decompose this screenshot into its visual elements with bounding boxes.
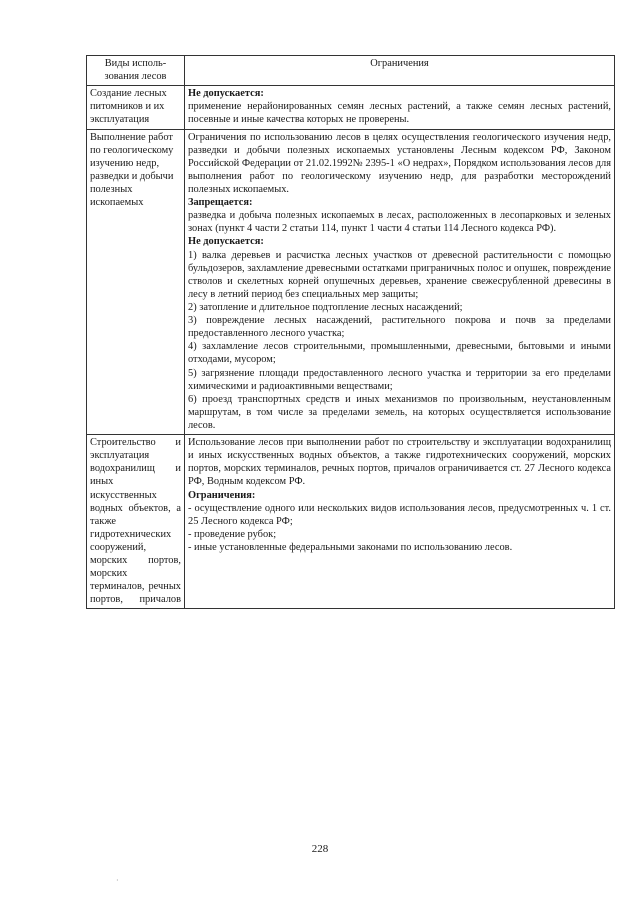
- restriction-text: Ограничения по использованию лесов в целях осуществления геологического изучения недр, разведки и добычи полезных ископаемых установлены Лесным кодексом РФ, Законом Российской Федерации от 21.02.1992№ 2395-1 «О недрах», Порядком использования лесов для выполнения работ по геологическому изучению недр, для разработки месторождений полезных ископаемых.: [188, 131, 611, 195]
- restriction-item: 2) затопление и длительное подтопление лесных насаждений;: [188, 301, 463, 313]
- restrictions-cell: [185, 86, 615, 129]
- restriction-heading: Не допускается:: [188, 88, 264, 100]
- restriction-text: применение нерайонированных семян лесных растений, а также семян лесных растений, посевные и иные качества которых не проверены.: [188, 101, 611, 126]
- restriction-item: 1) валка деревьев и расчистка лесных участков от древесной растительности с помощью бульдозеров, захламление древесными остатками приграничных полос и опушек, повреждение стволов и скелетных корней опушечных деревьев, хранение свежесрубленной древесины в лесу в летний период без специальных мер защиты;: [188, 249, 611, 300]
- restriction-item: 5) загрязнение площади предоставленного лесного участка и территории за его пределами химическими и радиоактивными веществами;: [188, 367, 611, 392]
- scan-speck: ·: [116, 876, 119, 885]
- restriction-heading: Запрещается:: [188, 197, 253, 209]
- restriction-text: Использование лесов при выполнении работ по строительству и эксплуатации водохранилищ и иных искусственных водных объектов, а также гидротехнических сооружений, морских портов, морских терминалов, речных портов, причалов ограничивается ст. 27 Лесного кодекса РФ, Водным кодексом РФ.: [188, 437, 611, 488]
- table-row: [87, 129, 615, 435]
- restriction-item: - осуществление одного или нескольких видов использования лесов, предусмотренных ч. 1 ст. 25 Лесного кодекса РФ;: [188, 502, 611, 527]
- restriction-text: разведка и добыча полезных ископаемых в лесах, расположенных в лесопарковых и зеленых зонах (пункт 4 части 2 статьи 114, пункт 1 части 4 статьи 114 Лесного кодекса РФ).: [188, 210, 611, 235]
- header-restrictions: Ограничения: [185, 56, 615, 86]
- restriction-item: 6) проезд транспортных средств и иных механизмов по произвольным, неустановленным маршрутам, в том числе за пределами земель, на которых осуществляется использование лесов.: [188, 393, 611, 431]
- page-number: 228: [311, 843, 329, 855]
- restrictions-cell: [185, 129, 615, 435]
- restriction-item: 4) захламление лесов строительными, промышленными, древесными, бытовыми и иными отходами, мусором;: [188, 341, 611, 366]
- header-kinds-of-use: Виды исполь-зования лесов: [87, 56, 185, 86]
- kind-of-use-cell: Выполнение работ по геологическому изучению недр, разведки и добычи полезных ископаемых: [87, 129, 185, 435]
- kind-of-use-cell: Создание лесных питомников и их эксплуатация: [87, 86, 185, 129]
- restrictions-cell: [185, 435, 615, 609]
- table-row: [87, 86, 615, 129]
- table-row: [87, 435, 615, 609]
- table-header-row: [87, 56, 615, 86]
- restriction-item: - иные установленные федеральными законами по использованию лесов.: [188, 541, 513, 553]
- restriction-heading: Ограничения:: [188, 489, 256, 501]
- restriction-item: - проведение рубок;: [188, 528, 277, 540]
- kind-of-use-cell: Строительство и эксплуатация водохранилищ и иных искусственных водных объектов, а также гидротехнических сооружений, морских портов, морских терминалов, речных портов, причалов: [87, 435, 185, 609]
- restriction-item: 3) повреждение лесных насаждений, растительного покрова и почв за пределами предоставленного лесного участка;: [188, 315, 611, 340]
- forest-use-restrictions-table: [86, 55, 615, 609]
- restriction-heading: Не допускается:: [188, 236, 264, 248]
